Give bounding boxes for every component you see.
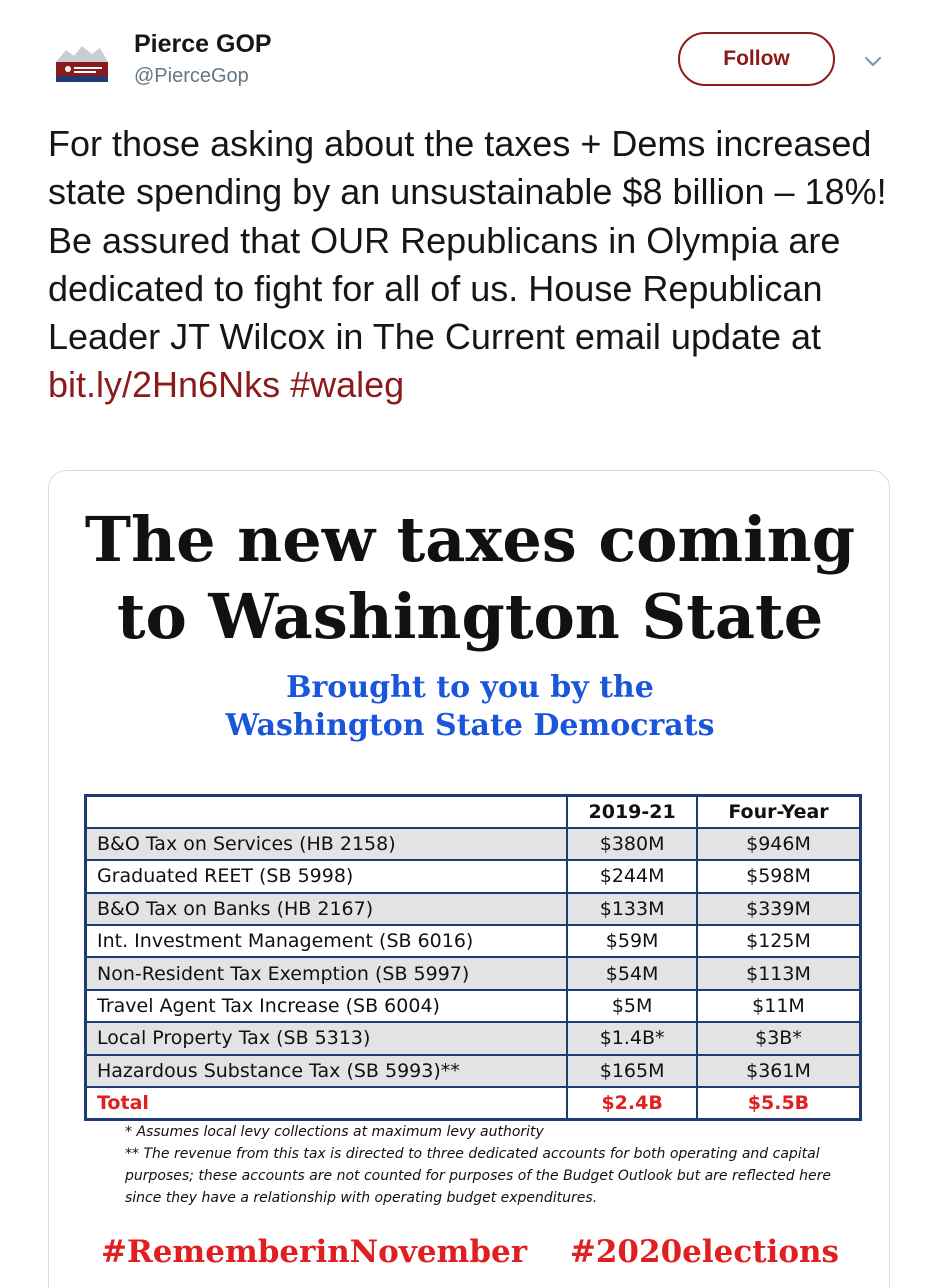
tax-value-2019-21: $5M <box>567 990 697 1022</box>
tax-table <box>84 794 862 1121</box>
tax-name: B&O Tax on Services (HB 2158) <box>86 828 568 860</box>
tax-value-2019-21: $244M <box>567 860 697 892</box>
tweet-header <box>0 0 926 110</box>
avatar[interactable] <box>52 40 112 86</box>
tweet-hashtag[interactable]: #waleg <box>290 364 405 406</box>
card-subtitle-line2: Washington State Democrats <box>225 708 715 743</box>
tax-value-four-year: $125M <box>697 925 861 957</box>
card-subtitle-line1: Brought to you by the <box>286 670 654 705</box>
table-row <box>86 925 861 957</box>
footnote-2: ** The revenue from this tax is directed to three dedicated accounts for both operating and capital purposes; these accounts are not counted for purposes of the Budget Outlook but are reflected here since they have a relationship with operating budget expenditures. <box>125 1146 831 1206</box>
table-row <box>86 957 861 989</box>
tax-name: Int. Investment Management (SB 6016) <box>86 925 568 957</box>
table-header-cell <box>86 796 568 828</box>
chevron-down-icon[interactable] <box>862 50 884 72</box>
follow-button[interactable]: Follow <box>678 32 835 86</box>
footnotes <box>125 1121 865 1209</box>
tax-value-2019-21: $54M <box>567 957 697 989</box>
tax-value-2019-21: $133M <box>567 893 697 925</box>
total-value-four-year: $5.5B <box>697 1087 861 1119</box>
tax-value-2019-21: $165M <box>567 1055 697 1087</box>
tax-name: Hazardous Substance Tax (SB 5993)** <box>86 1055 568 1087</box>
tax-value-four-year: $11M <box>697 990 861 1022</box>
tax-name: Local Property Tax (SB 5313) <box>86 1022 568 1054</box>
user-handle[interactable]: @PierceGop <box>134 65 249 87</box>
tax-value-2019-21: $380M <box>567 828 697 860</box>
tax-value-four-year: $339M <box>697 893 861 925</box>
card-hashtag-1: #RememberinNovember <box>100 1234 528 1270</box>
table-row <box>86 990 861 1022</box>
tweet-image-card[interactable] <box>48 470 890 1288</box>
table-row <box>86 1055 861 1087</box>
table-total-row <box>86 1087 861 1119</box>
card-subtitle <box>49 669 890 745</box>
tax-value-four-year: $3B* <box>697 1022 861 1054</box>
tax-value-2019-21: $1.4B* <box>567 1022 697 1054</box>
user-name[interactable]: Pierce GOP <box>134 30 272 58</box>
tweet-link[interactable]: bit.ly/2Hn6Nks <box>48 364 281 406</box>
table-row <box>86 893 861 925</box>
tweet-text <box>48 120 898 410</box>
table-header-row <box>86 796 861 828</box>
tax-name: Travel Agent Tax Increase (SB 6004) <box>86 990 568 1022</box>
table-row <box>86 860 861 892</box>
tax-value-four-year: $946M <box>697 828 861 860</box>
footnote-1: * Assumes local levy collections at maximum levy authority <box>125 1124 544 1140</box>
tweet-body: For those asking about the taxes + Dems increased state spending by an unsustainable $8 billion – 18%! Be assured that OUR Republicans in Olympia are dedicated to fight for all of us. House Republican Leader JT Wilcox in The Current email update at <box>48 123 887 358</box>
card-title-line2: to Washington State <box>116 580 824 653</box>
total-label: Total <box>86 1087 568 1119</box>
tax-name: B&O Tax on Banks (HB 2167) <box>86 893 568 925</box>
table-header-cell: Four-Year <box>697 796 861 828</box>
table-row <box>86 1022 861 1054</box>
total-value-2019-21: $2.4B <box>567 1087 697 1119</box>
tax-name: Non-Resident Tax Exemption (SB 5997) <box>86 957 568 989</box>
card-hashtags <box>49 1234 890 1270</box>
party-logo-icon <box>52 40 112 86</box>
tax-value-four-year: $113M <box>697 957 861 989</box>
tax-name: Graduated REET (SB 5998) <box>86 860 568 892</box>
table-row <box>86 828 861 860</box>
tax-value-four-year: $361M <box>697 1055 861 1087</box>
table-header-cell: 2019-21 <box>567 796 697 828</box>
card-title-line1: The new taxes coming <box>84 503 856 576</box>
tax-value-2019-21: $59M <box>567 925 697 957</box>
card-title <box>49 501 890 655</box>
card-hashtag-2: #2020elections <box>569 1234 840 1270</box>
tax-value-four-year: $598M <box>697 860 861 892</box>
